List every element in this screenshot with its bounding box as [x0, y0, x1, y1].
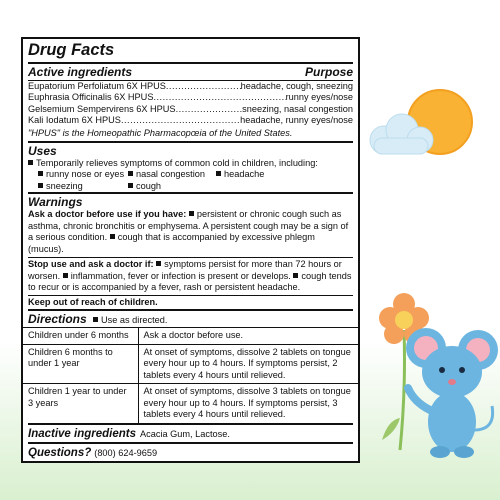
- table-row: [23, 384, 358, 423]
- questions-section: [28, 442, 353, 461]
- stop-use-text: symptoms persist for more than 72 hours or worsen.: [28, 259, 342, 281]
- ingredient-purpose: headache, runny eyes/nose: [240, 115, 353, 126]
- ingredient-name: Kali Iodatum 6X HPUS: [28, 115, 121, 126]
- ingredient-name: Eupatorium Perfoliatum 6X HPUS: [28, 81, 166, 91]
- ingredient-name: Euphrasia Officinalis 6X HPUS: [28, 92, 154, 103]
- questions-phone: (800) 624-9659: [94, 447, 158, 458]
- age-cell: Children under 6 months: [23, 328, 138, 345]
- inactive-ingredients-section: [28, 423, 353, 442]
- uses-item: headache: [216, 169, 306, 181]
- uses-item: cough: [128, 181, 216, 193]
- bullet-square: [28, 160, 33, 165]
- directions-header: [28, 312, 353, 327]
- ask-doctor-text: cough that is accompanied by excessive phlegm (mucus).: [28, 232, 315, 254]
- age-cell: Children 1 year to under 3 years: [23, 384, 138, 423]
- uses-item: runny nose or eyes: [38, 169, 128, 181]
- ingredient-row: [28, 115, 353, 126]
- uses-item: sneezing: [38, 181, 128, 193]
- uses-heading: Uses: [28, 143, 57, 158]
- uses-intro-text: Temporarily relieves symptoms of common cold in children, including:: [36, 157, 318, 168]
- table-row: [23, 344, 358, 384]
- inactive-text: Acacia Gum, Lactose.: [140, 428, 230, 439]
- leaf-icon: [382, 418, 400, 440]
- ingredient-purpose: headache, cough, sneezing: [240, 81, 353, 91]
- dose-cell: At onset of symptoms, dissolve 3 tablets on tongue every hour up to 4 hours. If symptoms persist, 3 tablets every 4 hours until relieved.: [138, 384, 358, 423]
- mouse-icon: [406, 328, 498, 458]
- ingredient-row: [28, 92, 353, 103]
- age-cell: Children 6 months to under 1 year: [23, 344, 138, 384]
- ask-doctor-text: persistent or chronic cough such as asthma, chronic bronchitis or emphysema. A persistent cough may be a sign of a serious condition.: [28, 209, 349, 243]
- mouse-flower-illustration: [362, 290, 500, 465]
- directions-intro: Use as directed.: [101, 315, 168, 326]
- ingredient-row: [28, 81, 353, 92]
- warnings-section: [28, 192, 353, 309]
- keep-out-warning: Keep out of reach of children.: [28, 295, 353, 310]
- ask-doctor-warning: [28, 209, 353, 257]
- directions-section: [28, 309, 353, 423]
- purpose-heading: Purpose: [304, 65, 353, 79]
- directions-heading: Directions: [28, 312, 87, 327]
- ingredient-row: [28, 104, 353, 115]
- uses-list: [28, 169, 353, 192]
- hpus-note: "HPUS" is the Homeopathic Pharmacopœia of the United States.: [28, 127, 293, 138]
- uses-section: [28, 141, 353, 193]
- stop-use-text: cough tends to recur or is accompanied by a fever, rash or persistent headache.: [28, 270, 352, 293]
- sun-cloud-illustration: [362, 86, 494, 168]
- active-ingredients-section: [28, 62, 353, 141]
- drug-facts-title: Drug Facts: [28, 41, 115, 59]
- uses-item: nasal congestion: [128, 169, 216, 181]
- dose-cell: At onset of symptoms, dissolve 2 tablets on tongue every hour up to 4 hours. If symptoms persist, 2 tablets every 4 hours until relieved.: [138, 344, 358, 384]
- stop-use-text: inflammation, fever or infection is present or develops.: [70, 270, 291, 281]
- table-row: [23, 328, 358, 345]
- active-ingredients-header: [28, 65, 353, 81]
- active-ingredients-heading: Active ingredients: [28, 65, 133, 79]
- questions-heading: Questions?: [28, 446, 92, 459]
- uses-intro: [28, 158, 353, 170]
- ingredient-purpose: sneezing, nasal congestion: [242, 103, 353, 114]
- drug-facts-panel: [21, 37, 360, 463]
- stop-use-label: Stop use and ask a doctor if:: [28, 259, 154, 270]
- inactive-heading: Inactive ingredients: [28, 427, 137, 440]
- ingredient-purpose: runny eyes/nose: [285, 92, 353, 103]
- ask-doctor-label: Ask a doctor before use if you have:: [28, 209, 187, 220]
- directions-table: [23, 327, 358, 423]
- warnings-heading: Warnings: [28, 195, 83, 210]
- dose-cell: Ask a doctor before use.: [138, 328, 358, 345]
- ingredient-name: Gelsemium Sempervirens 6X HPUS: [28, 103, 176, 114]
- stop-use-warning: [28, 257, 353, 295]
